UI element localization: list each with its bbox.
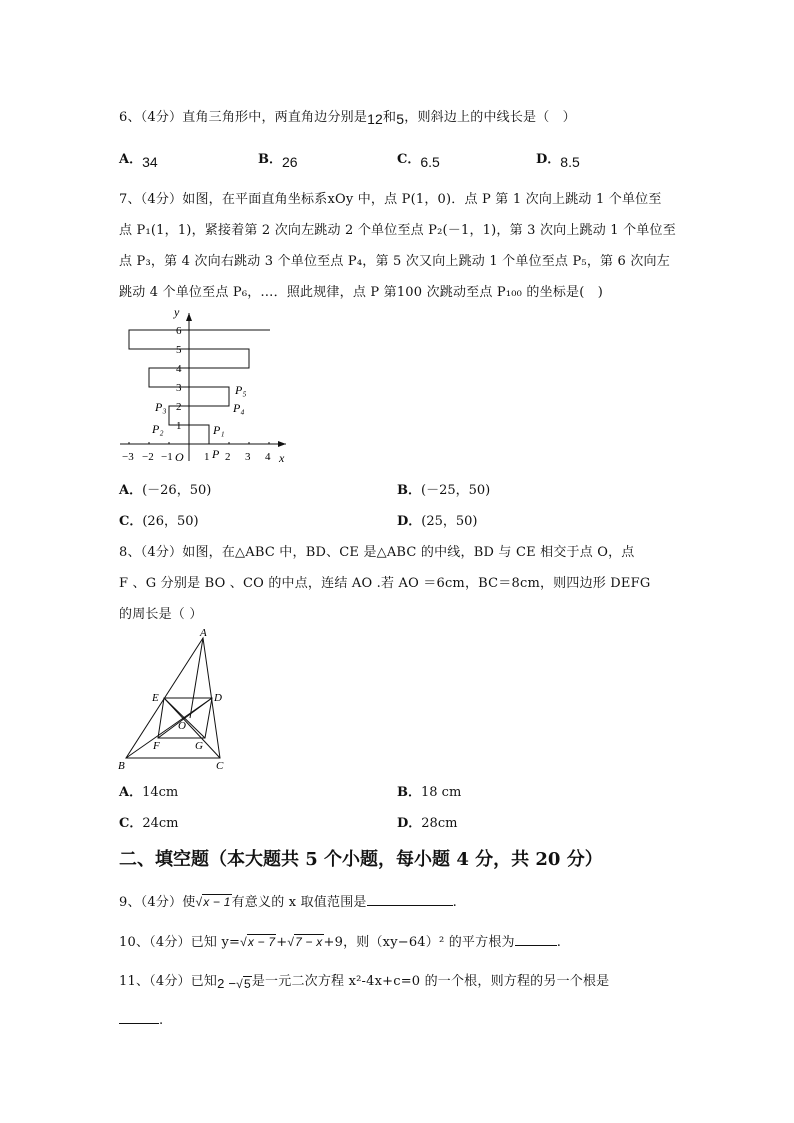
q6-leg-b: 5 bbox=[396, 111, 405, 127]
q6-score: （4分） bbox=[140, 110, 183, 125]
q10-sqrt-2: √7 − x bbox=[287, 935, 323, 949]
q9-sqrt: √x − 1 bbox=[195, 895, 231, 909]
q10-suffix: +9，则（xy−64）² 的平方根为 bbox=[323, 935, 515, 950]
q7-line-1: 7、（4分）如图，在平面直角坐标系xOy 中，点 P(1，0)．点 P 第 1 次向上跳动 1 个单位至 bbox=[119, 192, 662, 207]
q7-option-c[interactable] bbox=[119, 510, 199, 529]
y-tick-1: 1 bbox=[176, 420, 182, 432]
q7-coordinate-figure bbox=[112, 303, 292, 469]
q10-plus: + bbox=[276, 935, 288, 950]
option-value: 26 bbox=[282, 154, 298, 170]
q8-line-1: 8、（4分）如图，在△ABC 中，BD、CE 是△ABC 的中线，BD 与 CE 相交于点 O，点 bbox=[119, 545, 635, 560]
section-title: 二、填空题（本大题共 5 个小题，每小题 4 分，共 20 分） bbox=[119, 849, 603, 870]
x-axis-label: x bbox=[279, 451, 285, 465]
point-p1: P₁ bbox=[213, 423, 225, 437]
q8-line-3: 的周长是（ ） bbox=[119, 607, 203, 622]
x-tick-4: 4 bbox=[265, 451, 271, 463]
q6-leg-a: 12 bbox=[367, 111, 384, 127]
vertex-c: C bbox=[216, 760, 224, 772]
option-value: 24cm bbox=[142, 816, 179, 831]
y-tick-6: 6 bbox=[176, 325, 182, 337]
x-tick-neg3: −3 bbox=[122, 451, 134, 463]
q7-option-a[interactable] bbox=[119, 479, 211, 498]
x-axis-arrow bbox=[278, 441, 286, 447]
vertex-b: B bbox=[118, 760, 125, 772]
q11-sqrt: √5 bbox=[236, 977, 251, 991]
q7-line-4: 跳动 4 个单位至点 P₆，…．照此规律，点 P 第100 次跳动至点 P₁₀₀ 的坐标是( ) bbox=[119, 285, 603, 300]
option-value: 14cm bbox=[142, 785, 179, 800]
q11-suffix: 是一元二次方程 x²-4x+c=0 的一个根，则方程的另一个根是 bbox=[251, 974, 610, 989]
y-tick-3: 3 bbox=[176, 382, 182, 394]
option-label: C． bbox=[119, 514, 143, 529]
option-value: 6.5 bbox=[420, 154, 440, 170]
q9-prefix: 9、（4分）使 bbox=[119, 895, 196, 910]
point-p3: P₃ bbox=[155, 400, 167, 414]
q8-triangle-figure bbox=[112, 624, 242, 774]
option-label: D． bbox=[397, 514, 422, 529]
q7-option-b[interactable] bbox=[397, 479, 490, 498]
q10-radicand-1: x − 7 bbox=[247, 935, 276, 949]
segment-df bbox=[158, 698, 212, 738]
q6-option-c[interactable] bbox=[397, 148, 440, 170]
option-label: B． bbox=[397, 785, 421, 800]
jump-path bbox=[129, 330, 270, 444]
q11-prefix: 11、（4分）已知 bbox=[119, 974, 218, 989]
option-value: (－25，50) bbox=[421, 483, 491, 498]
x-tick-3: 3 bbox=[245, 451, 251, 463]
point-p: P bbox=[212, 447, 220, 461]
q8-option-c[interactable] bbox=[119, 812, 179, 831]
option-value: (25，50) bbox=[421, 514, 478, 529]
option-value: (26，50) bbox=[142, 514, 199, 529]
y-tick-5: 5 bbox=[176, 344, 182, 356]
q7-line-2: 点 P₁(1，1)，紧接着第 2 次向左跳动 2 个单位至点 P₂(－1，1)，第 3 次向上跳动 1 个单位至 bbox=[119, 223, 676, 238]
vertex-g: G bbox=[195, 740, 203, 752]
option-label: A． bbox=[119, 152, 143, 167]
q6-text2: ，则斜边上的中线长是（ ） bbox=[404, 110, 576, 125]
q9-stem bbox=[119, 891, 457, 910]
vertex-e: E bbox=[152, 692, 159, 704]
q10-answer-blank[interactable] bbox=[515, 933, 557, 946]
q10-sqrt-1: √x − 7 bbox=[240, 935, 276, 949]
q6-option-b[interactable] bbox=[258, 148, 298, 170]
option-value: (－26，50) bbox=[142, 483, 212, 498]
x-tick-2: 2 bbox=[225, 451, 231, 463]
q8-option-b[interactable] bbox=[397, 781, 461, 800]
option-label: B． bbox=[258, 152, 282, 167]
q7-line-3: 点 P₃，第 4 次向右跳动 3 个单位至点 P₄，第 5 次又向上跳动 1 个单位至点 P₅，第 6 次向左 bbox=[119, 254, 670, 269]
y-tick-4: 4 bbox=[176, 363, 182, 375]
q8-line-2: F 、G 分别是 BO 、CO 的中点，连结 AO .若 AO ＝6cm，BC＝8cm，则四边形 DEFG bbox=[119, 576, 651, 591]
option-label: D． bbox=[397, 816, 422, 831]
vertex-a: A bbox=[200, 627, 207, 639]
q6-text1: 直角三角形中，两直角边分别是 bbox=[182, 110, 368, 125]
q6-option-d[interactable] bbox=[536, 148, 580, 170]
q10-stem bbox=[119, 931, 561, 950]
vertex-d: D bbox=[214, 692, 222, 704]
y-tick-2: 2 bbox=[176, 401, 182, 413]
point-p2: P₂ bbox=[152, 422, 164, 436]
q11-radicand: 5 bbox=[243, 977, 251, 991]
q6-and: 和 bbox=[383, 110, 397, 125]
q11-answer-line bbox=[119, 1011, 163, 1028]
x-tick-neg1: −1 bbox=[161, 451, 173, 463]
y-axis-label: y bbox=[174, 305, 180, 319]
q6-option-a[interactable] bbox=[119, 148, 158, 170]
q7-option-d[interactable] bbox=[397, 510, 478, 529]
option-label: C． bbox=[397, 152, 421, 167]
point-p5: P₅ bbox=[235, 383, 247, 397]
option-value: 8.5 bbox=[560, 154, 580, 170]
vertex-f: F bbox=[153, 740, 160, 752]
q9-end: . bbox=[452, 895, 457, 910]
y-axis-arrow bbox=[186, 313, 192, 321]
q10-radicand-2: 7 − x bbox=[295, 935, 323, 949]
q11-answer-blank[interactable] bbox=[119, 1011, 159, 1024]
option-label: A． bbox=[119, 785, 143, 800]
x-tick-1: 1 bbox=[204, 451, 210, 463]
q6-stem bbox=[119, 106, 576, 125]
q6-number: 6、 bbox=[119, 110, 141, 125]
q8-option-d[interactable] bbox=[397, 812, 457, 831]
point-p4: P₄ bbox=[233, 401, 245, 415]
option-value: 28cm bbox=[421, 816, 458, 831]
q10-prefix: 10、（4分）已知 y= bbox=[119, 935, 241, 950]
option-value: 34 bbox=[142, 154, 158, 170]
option-label: D． bbox=[536, 152, 561, 167]
option-value: 18 cm bbox=[421, 785, 462, 800]
q11-end: . bbox=[159, 1013, 164, 1028]
option-label: B． bbox=[397, 483, 421, 498]
option-label: A． bbox=[119, 483, 143, 498]
x-tick-neg2: −2 bbox=[142, 451, 154, 463]
q10-end: . bbox=[556, 935, 562, 950]
q9-answer-blank[interactable] bbox=[367, 893, 453, 906]
vertex-o: O bbox=[178, 720, 186, 732]
q11-stem bbox=[119, 970, 609, 989]
q9-suffix: 有意义的 x 取值范围是 bbox=[231, 895, 367, 910]
q8-option-a[interactable] bbox=[119, 781, 178, 800]
q11-expr-a: 2 − bbox=[217, 976, 237, 991]
option-label: C． bbox=[119, 816, 143, 831]
origin-label: O bbox=[175, 450, 184, 464]
q9-radicand: x − 1 bbox=[203, 895, 231, 909]
